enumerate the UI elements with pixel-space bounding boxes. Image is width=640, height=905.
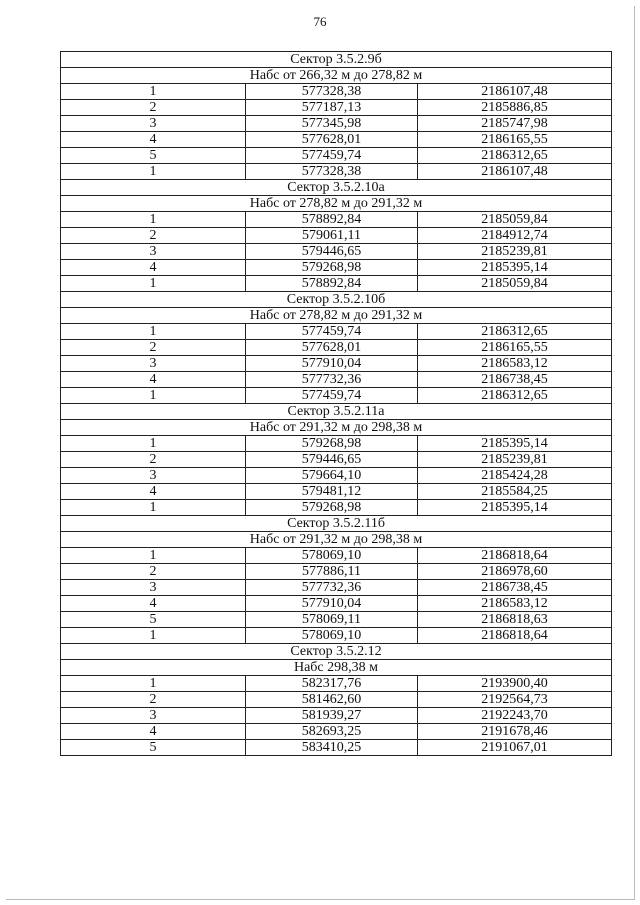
y-coordinate-cell: 2186165,55 <box>418 132 612 148</box>
point-number-cell: 1 <box>61 676 246 692</box>
y-coordinate-cell: 2186738,45 <box>418 580 612 596</box>
x-coordinate-cell: 579268,98 <box>246 436 418 452</box>
x-coordinate-cell: 577910,04 <box>246 356 418 372</box>
sector-range: Набс от 291,32 м до 298,38 м <box>61 420 612 436</box>
x-coordinate-cell: 577886,11 <box>246 564 418 580</box>
point-number-cell: 3 <box>61 244 246 260</box>
point-number-cell: 4 <box>61 596 246 612</box>
y-coordinate-cell: 2186978,60 <box>418 564 612 580</box>
point-number-cell: 1 <box>61 436 246 452</box>
x-coordinate-cell: 582693,25 <box>246 724 418 740</box>
y-coordinate-cell: 2192243,70 <box>418 708 612 724</box>
table-row <box>61 500 612 516</box>
table-row <box>61 548 612 564</box>
x-coordinate-cell: 583410,25 <box>246 740 418 756</box>
y-coordinate-cell: 2184912,74 <box>418 228 612 244</box>
x-coordinate-cell: 577459,74 <box>246 148 418 164</box>
x-coordinate-cell: 577732,36 <box>246 580 418 596</box>
x-coordinate-cell: 578069,11 <box>246 612 418 628</box>
sector-range-row <box>61 308 612 324</box>
point-number-cell: 2 <box>61 452 246 468</box>
x-coordinate-cell: 579268,98 <box>246 260 418 276</box>
table-row <box>61 580 612 596</box>
table-row <box>61 724 612 740</box>
x-coordinate-cell: 579446,65 <box>246 452 418 468</box>
sector-title: Сектор 3.5.2.11а <box>61 404 612 420</box>
table-row <box>61 244 612 260</box>
point-number-cell: 1 <box>61 388 246 404</box>
table-row <box>61 340 612 356</box>
y-coordinate-cell: 2186312,65 <box>418 324 612 340</box>
x-coordinate-cell: 577628,01 <box>246 340 418 356</box>
y-coordinate-cell: 2186312,65 <box>418 388 612 404</box>
sector-range: Набс 298,38 м <box>61 660 612 676</box>
table-row <box>61 260 612 276</box>
x-coordinate-cell: 577345,98 <box>246 116 418 132</box>
point-number-cell: 1 <box>61 500 246 516</box>
y-coordinate-cell: 2186165,55 <box>418 340 612 356</box>
point-number-cell: 3 <box>61 468 246 484</box>
y-coordinate-cell: 2186107,48 <box>418 84 612 100</box>
point-number-cell: 4 <box>61 372 246 388</box>
y-coordinate-cell: 2186818,64 <box>418 548 612 564</box>
x-coordinate-cell: 579481,12 <box>246 484 418 500</box>
point-number-cell: 4 <box>61 132 246 148</box>
x-coordinate-cell: 578892,84 <box>246 212 418 228</box>
table-row <box>61 596 612 612</box>
x-coordinate-cell: 579446,65 <box>246 244 418 260</box>
y-coordinate-cell: 2191678,46 <box>418 724 612 740</box>
table-row <box>61 436 612 452</box>
point-number-cell: 3 <box>61 708 246 724</box>
sector-range-row <box>61 660 612 676</box>
sector-range: Набс от 278,82 м до 291,32 м <box>61 196 612 212</box>
table-row <box>61 132 612 148</box>
coordinates-table <box>60 51 612 756</box>
sector-range-row <box>61 196 612 212</box>
x-coordinate-cell: 577732,36 <box>246 372 418 388</box>
x-coordinate-cell: 578892,84 <box>246 276 418 292</box>
point-number-cell: 1 <box>61 164 246 180</box>
sector-title-row <box>61 644 612 660</box>
point-number-cell: 1 <box>61 548 246 564</box>
sector-title-row <box>61 180 612 196</box>
sector-range-row <box>61 532 612 548</box>
y-coordinate-cell: 2185239,81 <box>418 452 612 468</box>
point-number-cell: 3 <box>61 356 246 372</box>
y-coordinate-cell: 2185059,84 <box>418 212 612 228</box>
coordinates-table-body <box>61 52 612 756</box>
point-number-cell: 4 <box>61 724 246 740</box>
sector-range: Набс от 278,82 м до 291,32 м <box>61 308 612 324</box>
y-coordinate-cell: 2185747,98 <box>418 116 612 132</box>
point-number-cell: 3 <box>61 580 246 596</box>
point-number-cell: 5 <box>61 612 246 628</box>
point-number-cell: 1 <box>61 324 246 340</box>
sector-title-row <box>61 292 612 308</box>
table-row <box>61 708 612 724</box>
y-coordinate-cell: 2192564,73 <box>418 692 612 708</box>
table-row <box>61 484 612 500</box>
x-coordinate-cell: 577910,04 <box>246 596 418 612</box>
x-coordinate-cell: 581939,27 <box>246 708 418 724</box>
point-number-cell: 1 <box>61 628 246 644</box>
y-coordinate-cell: 2186818,64 <box>418 628 612 644</box>
point-number-cell: 2 <box>61 100 246 116</box>
sector-title-row <box>61 52 612 68</box>
point-number-cell: 2 <box>61 692 246 708</box>
y-coordinate-cell: 2186738,45 <box>418 372 612 388</box>
y-coordinate-cell: 2185395,14 <box>418 500 612 516</box>
point-number-cell: 2 <box>61 228 246 244</box>
table-row <box>61 372 612 388</box>
sector-title: Сектор 3.5.2.9б <box>61 52 612 68</box>
y-coordinate-cell: 2185424,28 <box>418 468 612 484</box>
table-row <box>61 612 612 628</box>
table-row <box>61 116 612 132</box>
x-coordinate-cell: 582317,76 <box>246 676 418 692</box>
y-coordinate-cell: 2185886,85 <box>418 100 612 116</box>
table-row <box>61 628 612 644</box>
x-coordinate-cell: 577328,38 <box>246 84 418 100</box>
point-number-cell: 1 <box>61 276 246 292</box>
y-coordinate-cell: 2185239,81 <box>418 244 612 260</box>
point-number-cell: 1 <box>61 212 246 228</box>
table-row <box>61 228 612 244</box>
table-row <box>61 84 612 100</box>
table-row <box>61 324 612 340</box>
x-coordinate-cell: 579268,98 <box>246 500 418 516</box>
x-coordinate-cell: 577187,13 <box>246 100 418 116</box>
sector-title: Сектор 3.5.2.10а <box>61 180 612 196</box>
page-number: 76 <box>313 14 327 29</box>
sector-range-row <box>61 420 612 436</box>
table-row <box>61 100 612 116</box>
table-row <box>61 148 612 164</box>
table-row <box>61 740 612 756</box>
y-coordinate-cell: 2186583,12 <box>418 596 612 612</box>
x-coordinate-cell: 578069,10 <box>246 628 418 644</box>
point-number-cell: 2 <box>61 340 246 356</box>
y-coordinate-cell: 2186107,48 <box>418 164 612 180</box>
table-row <box>61 692 612 708</box>
table-row <box>61 452 612 468</box>
point-number-cell: 4 <box>61 484 246 500</box>
table-row <box>61 388 612 404</box>
y-coordinate-cell: 2185059,84 <box>418 276 612 292</box>
table-row <box>61 164 612 180</box>
x-coordinate-cell: 579664,10 <box>246 468 418 484</box>
table-row <box>61 676 612 692</box>
sector-title: Сектор 3.5.2.12 <box>61 644 612 660</box>
x-coordinate-cell: 577628,01 <box>246 132 418 148</box>
x-coordinate-cell: 578069,10 <box>246 548 418 564</box>
x-coordinate-cell: 577328,38 <box>246 164 418 180</box>
sector-title-row <box>61 516 612 532</box>
point-number-cell: 5 <box>61 740 246 756</box>
y-coordinate-cell: 2185584,25 <box>418 484 612 500</box>
sector-range: Набс от 266,32 м до 278,82 м <box>61 68 612 84</box>
point-number-cell: 3 <box>61 116 246 132</box>
y-coordinate-cell: 2186312,65 <box>418 148 612 164</box>
y-coordinate-cell: 2186583,12 <box>418 356 612 372</box>
point-number-cell: 5 <box>61 148 246 164</box>
table-row <box>61 276 612 292</box>
table-row <box>61 468 612 484</box>
table-row <box>61 356 612 372</box>
sector-range: Набс от 291,32 м до 298,38 м <box>61 532 612 548</box>
sector-title: Сектор 3.5.2.11б <box>61 516 612 532</box>
y-coordinate-cell: 2185395,14 <box>418 436 612 452</box>
table-row <box>61 564 612 580</box>
x-coordinate-cell: 581462,60 <box>246 692 418 708</box>
sector-range-row <box>61 68 612 84</box>
point-number-cell: 1 <box>61 84 246 100</box>
y-coordinate-cell: 2191067,01 <box>418 740 612 756</box>
x-coordinate-cell: 577459,74 <box>246 324 418 340</box>
point-number-cell: 2 <box>61 564 246 580</box>
sector-title: Сектор 3.5.2.10б <box>61 292 612 308</box>
x-coordinate-cell: 579061,11 <box>246 228 418 244</box>
y-coordinate-cell: 2193900,40 <box>418 676 612 692</box>
y-coordinate-cell: 2185395,14 <box>418 260 612 276</box>
x-coordinate-cell: 577459,74 <box>246 388 418 404</box>
sector-title-row <box>61 404 612 420</box>
y-coordinate-cell: 2186818,63 <box>418 612 612 628</box>
table-row <box>61 212 612 228</box>
point-number-cell: 4 <box>61 260 246 276</box>
